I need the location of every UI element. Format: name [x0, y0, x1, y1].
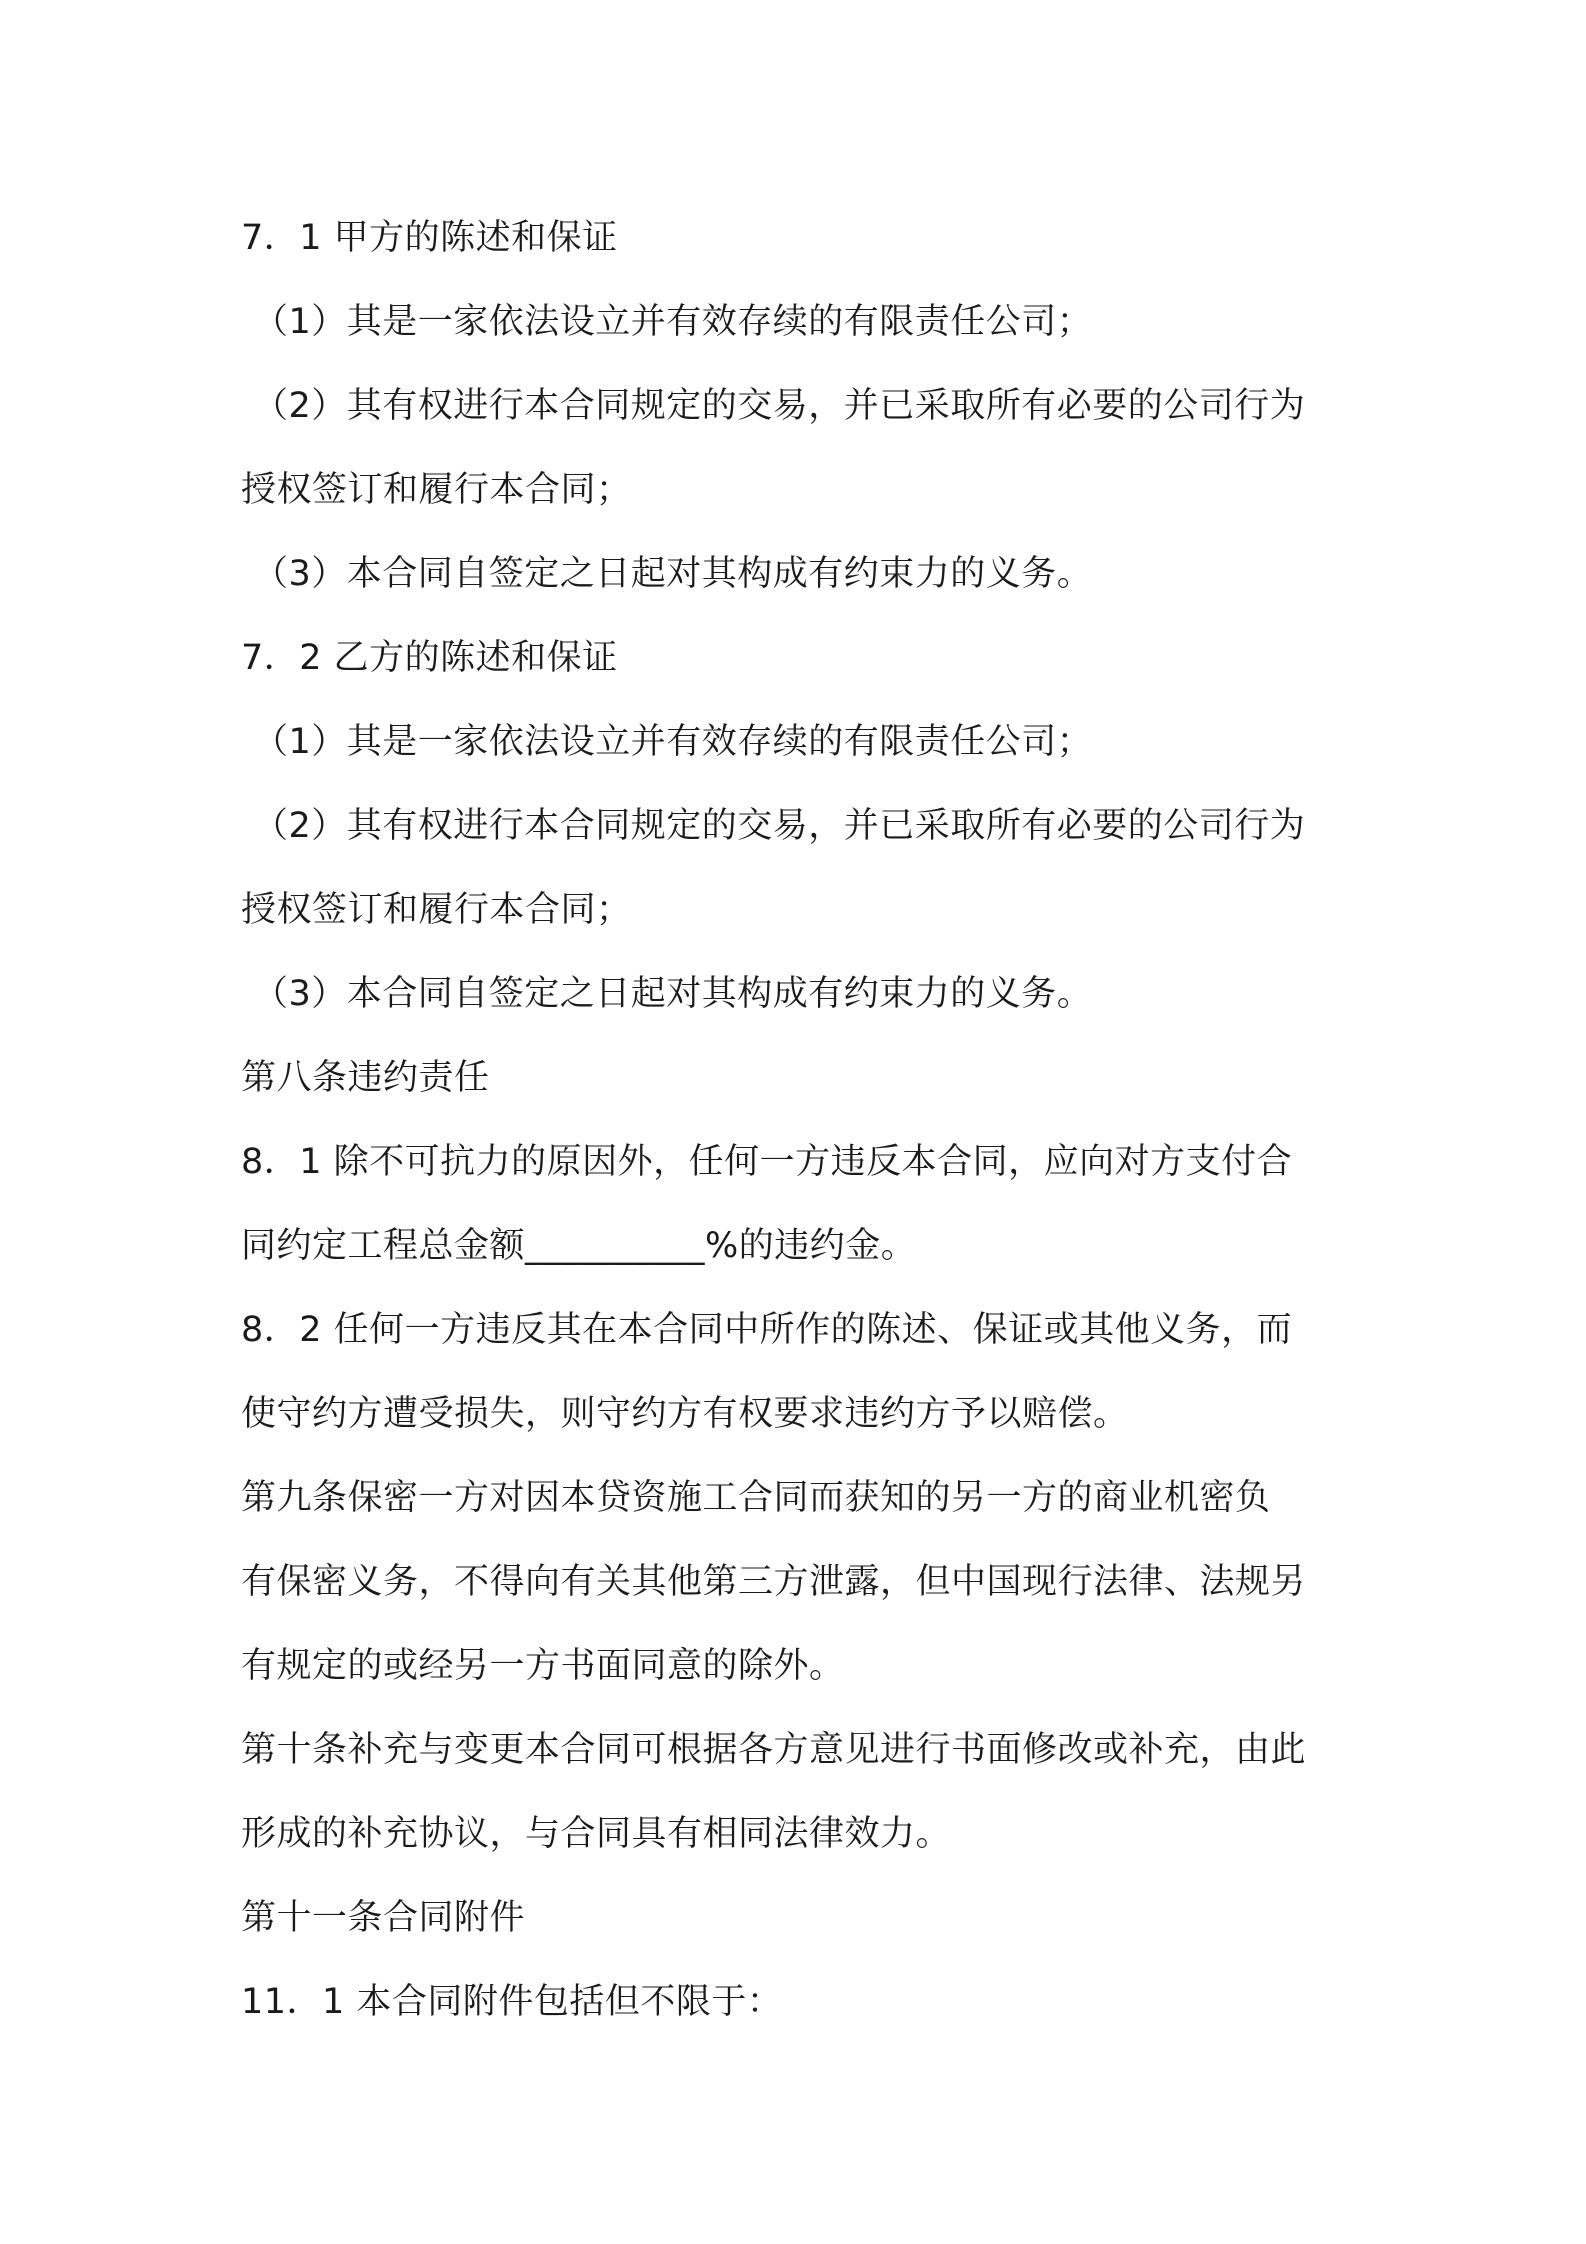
clause-7-1-item-2-continued: 授权签订和履行本合同； — [241, 470, 632, 510]
article-9-paragraph-line-2: 有保密义务，不得向有关其他第三方泄露，但中国现行法律、法规另 — [241, 1562, 1307, 1602]
clause-7-1-item-1: （1）其是一家依法设立并有效存续的有限责任公司； — [253, 302, 1093, 342]
article-8-heading: 第八条违约责任 — [241, 1058, 490, 1098]
section-heading-7-1: 7．1 甲方的陈述和保证 — [241, 218, 618, 258]
clause-7-1-item-3: （3）本合同自签定之日起对其构成有约束力的义务。 — [253, 554, 1093, 594]
article-9-paragraph-line-1: 第九条保密一方对因本贷资施工合同而获知的另一方的商业机密负 — [241, 1478, 1271, 1518]
section-heading-7-2: 7．2 乙方的陈述和保证 — [241, 638, 618, 678]
article-10-paragraph-line-1: 第十条补充与变更本合同可根据各方意见进行书面修改或补充，由此 — [241, 1730, 1307, 1770]
article-9-paragraph-line-3: 有规定的或经另一方书面同意的除外。 — [241, 1646, 845, 1686]
article-10-paragraph-line-2: 形成的补充协议，与合同具有相同法律效力。 — [241, 1814, 952, 1854]
clause-7-2-item-1: （1）其是一家依法设立并有效存续的有限责任公司； — [253, 722, 1093, 762]
clause-11-1: 11．1 本合同附件包括但不限于： — [241, 1982, 783, 2022]
clause-8-1: 8．1 除不可抗力的原因外，任何一方违反本合同，应向对方支付合 — [241, 1142, 1293, 1182]
clause-7-1-item-2: （2）其有权进行本合同规定的交易，并已采取所有必要的公司行为 — [253, 386, 1306, 426]
clause-8-2-continued: 使守约方遭受损失，则守约方有权要求违约方予以赔偿。 — [241, 1394, 1129, 1434]
clause-8-1-continued: 同约定工程总金额__________%的违约金。 — [241, 1226, 917, 1266]
clause-7-2-item-3: （3）本合同自签定之日起对其构成有约束力的义务。 — [253, 974, 1093, 1014]
article-11-heading: 第十一条合同附件 — [241, 1898, 526, 1938]
clause-7-2-item-2-continued: 授权签订和履行本合同； — [241, 890, 632, 930]
clause-7-2-item-2: （2）其有权进行本合同规定的交易，并已采取所有必要的公司行为 — [253, 806, 1306, 846]
clause-8-2: 8．2 任何一方违反其在本合同中所作的陈述、保证或其他义务，而 — [241, 1310, 1293, 1350]
document-body — [241, 196, 1371, 2044]
